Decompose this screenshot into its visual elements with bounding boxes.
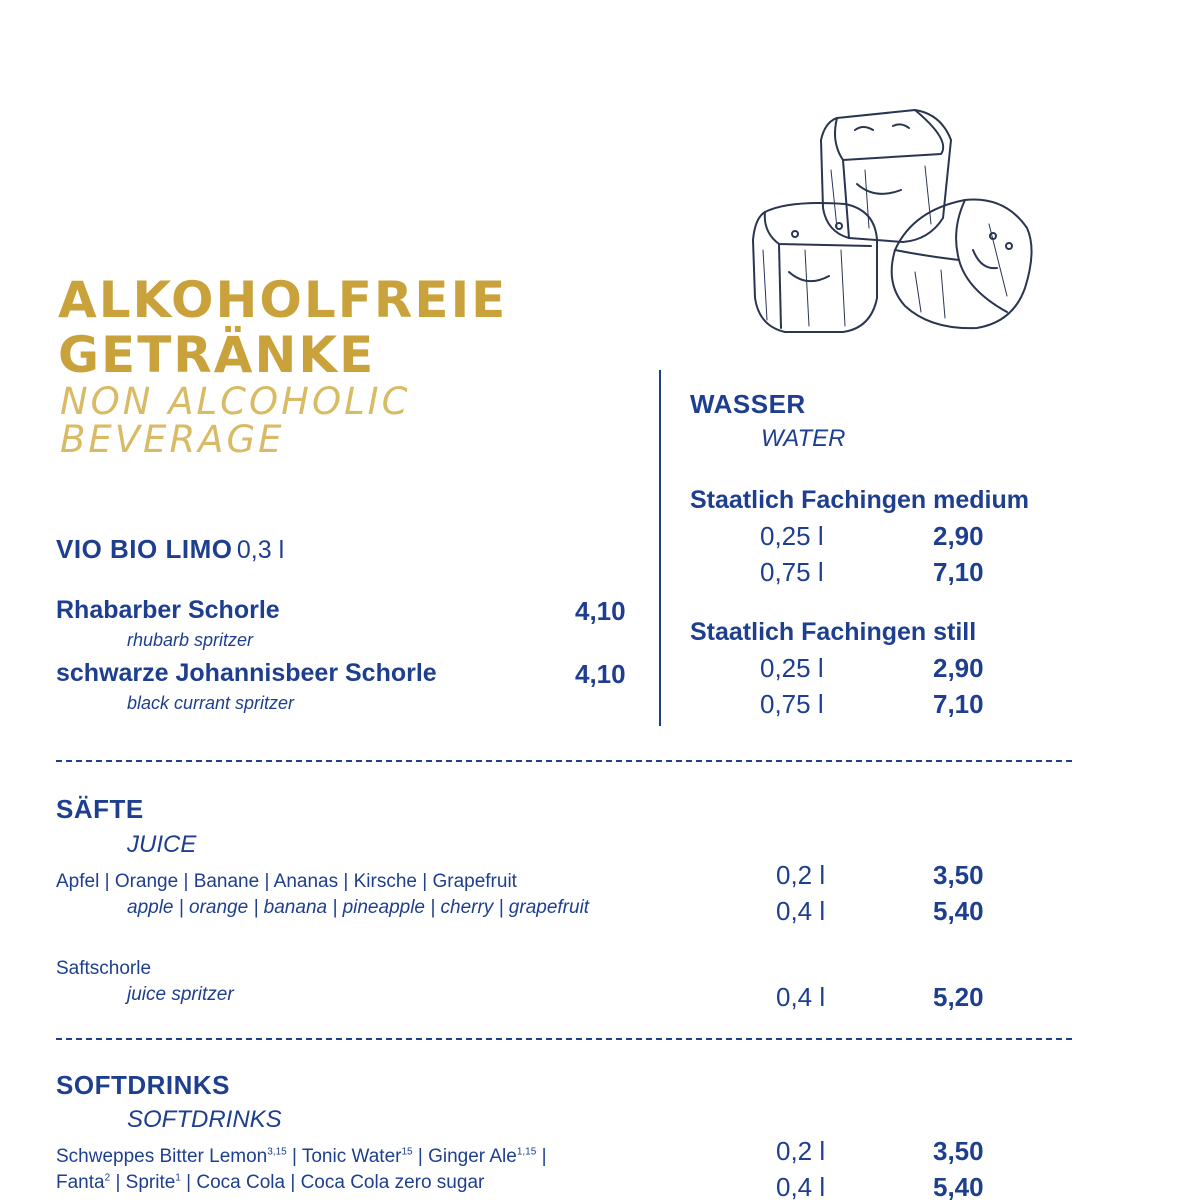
- juice-name: Orange: [114, 871, 179, 892]
- section-divider: [56, 760, 1072, 762]
- schorle-size: 0,4 l: [776, 982, 826, 1012]
- juice-translation: grapefruit: [508, 897, 590, 918]
- schorle-translation: juice spritzer: [127, 984, 234, 1005]
- separator: |: [186, 1172, 192, 1193]
- juice-translation: apple: [127, 897, 174, 918]
- softdrinks-title: SOFTDRINKS: [56, 1070, 230, 1100]
- juice-name: Kirsche: [353, 871, 417, 892]
- softdrink-name: Coca Cola zero sugar: [300, 1172, 485, 1193]
- softdrinks-line2: [56, 1172, 484, 1194]
- separator: |: [290, 1172, 296, 1193]
- page-title-line1: ALKOHOLFREIE: [58, 271, 508, 329]
- softdrink-price: 3,50: [933, 1136, 984, 1166]
- softdrink-price: 5,40: [933, 1172, 984, 1202]
- softdrink-name: Sprite: [125, 1172, 176, 1193]
- vio-item-translation: rhubarb spritzer: [127, 630, 254, 650]
- page-subtitle-line2: BEVERAGE: [60, 418, 285, 461]
- vio-size: 0,3 l: [236, 536, 285, 564]
- saefte-subtitle: JUICE: [127, 831, 197, 858]
- wasser-size: 0,25 l: [760, 521, 824, 551]
- saefte-title: SÄFTE: [56, 794, 144, 824]
- additive-note: 2: [104, 1172, 111, 1184]
- vio-item-price: 4,10: [575, 659, 626, 689]
- softdrink-name: Schweppes Bitter Lemon: [56, 1146, 268, 1167]
- separator: |: [115, 1172, 121, 1193]
- wasser-title: WASSER: [690, 389, 806, 419]
- juice-translation: cherry: [440, 897, 494, 918]
- softdrinks-line1: [56, 1146, 547, 1168]
- juice-name: Apfel: [56, 871, 100, 892]
- juice-translation: pineapple: [342, 897, 425, 918]
- column-divider: [659, 370, 661, 726]
- juice-name: Grapefruit: [432, 871, 517, 892]
- separator: |: [291, 1146, 297, 1167]
- juice-name: Banane: [193, 871, 260, 892]
- softdrink-name: Ginger Ale: [428, 1146, 517, 1167]
- juice-price: 3,50: [933, 860, 984, 890]
- additive-note: 15: [401, 1146, 413, 1158]
- wasser-price: 7,10: [933, 557, 984, 587]
- softdrinks-subtitle: SOFTDRINKS: [127, 1106, 282, 1133]
- vio-item-price: 4,10: [575, 596, 626, 626]
- wasser-subtitle: WATER: [761, 425, 846, 452]
- softdrink-name: Coca Cola: [196, 1172, 286, 1193]
- vio-item-name: Rhabarber Schorle: [56, 596, 280, 624]
- wasser-product-name: Staatlich Fachingen medium: [690, 486, 1029, 514]
- additive-note: 3,15: [267, 1146, 287, 1158]
- juice-names: Apfel | Orange | Banane | Ananas | Kirsche | Grapefruit: [56, 871, 517, 892]
- vio-item-name: schwarze Johannisbeer Schorle: [56, 659, 437, 687]
- schorle-name: Saftschorle: [56, 958, 152, 979]
- wasser-size: 0,75 l: [760, 557, 824, 587]
- juice-size: 0,2 l: [776, 860, 826, 890]
- vio-title: VIO BIO LIMO: [56, 534, 233, 564]
- softdrink-size: 0,2 l: [776, 1136, 826, 1166]
- wasser-size: 0,25 l: [760, 653, 824, 683]
- juice-translations: apple | orange | banana | pineapple | cherry | grapefruit: [127, 897, 590, 918]
- juice-size: 0,4 l: [776, 896, 826, 926]
- wasser-product-name: Staatlich Fachingen still: [690, 618, 977, 646]
- juice-translation: orange: [189, 897, 249, 918]
- schorle-price: 5,20: [933, 982, 984, 1012]
- juice-name: Ananas: [273, 871, 339, 892]
- juice-translation: banana: [263, 897, 328, 918]
- page-subtitle-line1: NON ALCOHOLIC: [60, 380, 411, 423]
- wasser-price: 2,90: [933, 521, 984, 551]
- juice-price: 5,40: [933, 896, 984, 926]
- vio-heading: [56, 534, 284, 565]
- separator: |: [541, 1146, 547, 1167]
- additive-note: 1,15: [516, 1146, 537, 1158]
- softdrink-name: Tonic Water: [301, 1146, 402, 1167]
- section-divider: [56, 1038, 1072, 1040]
- additive-note: 1: [175, 1172, 181, 1184]
- softdrink-size: 0,4 l: [776, 1172, 826, 1202]
- wasser-price: 2,90: [933, 653, 984, 683]
- vio-item-translation: black currant spritzer: [127, 693, 295, 713]
- ice-cubes-icon: [745, 100, 1045, 340]
- softdrink-name: Fanta: [56, 1172, 105, 1193]
- wasser-price: 7,10: [933, 689, 984, 719]
- separator: |: [417, 1146, 423, 1167]
- page-title-line2: GETRÄNKE: [58, 326, 376, 384]
- wasser-size: 0,75 l: [760, 689, 824, 719]
